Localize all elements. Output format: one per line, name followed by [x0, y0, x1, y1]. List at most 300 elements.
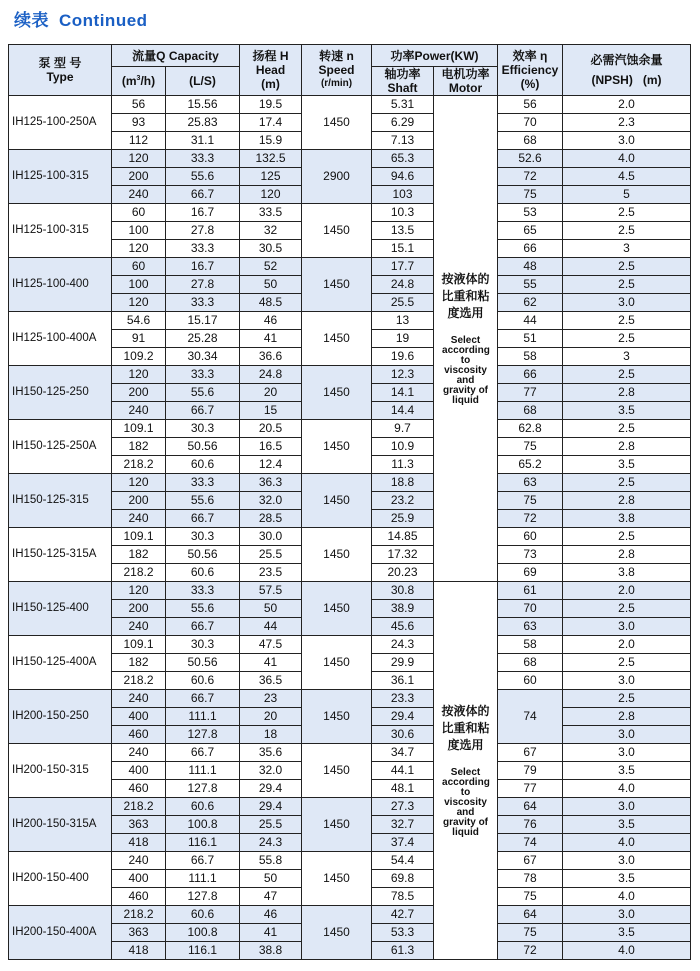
npsh-cell: 3.8: [563, 564, 691, 582]
header-head: 扬程 H Head (m): [240, 45, 302, 96]
shaft-power-cell: 9.7: [372, 420, 434, 438]
npsh-cell: 2.0: [563, 636, 691, 654]
shaft-power-cell: 20.23: [372, 564, 434, 582]
table-row: [9, 258, 691, 276]
shaft-power-cell: 78.5: [372, 888, 434, 906]
pump-type-cell: IH125-100-400: [9, 258, 112, 312]
capacity-ls-cell: 55.6: [166, 600, 240, 618]
capacity-m3h-cell: 200: [112, 168, 166, 186]
capacity-m3h-cell: 400: [112, 870, 166, 888]
capacity-ls-cell: 55.6: [166, 492, 240, 510]
capacity-m3h-cell: 240: [112, 744, 166, 762]
efficiency-cell: 62.8: [498, 420, 563, 438]
capacity-ls-cell: 66.7: [166, 744, 240, 762]
npsh-cell: 2.8: [563, 708, 691, 726]
head-cell: 38.8: [240, 942, 302, 960]
capacity-m3h-cell: 240: [112, 186, 166, 204]
efficiency-cell: 63: [498, 618, 563, 636]
motor-power-note: [434, 96, 498, 582]
capacity-m3h-cell: 120: [112, 240, 166, 258]
capacity-ls-cell: 50.56: [166, 654, 240, 672]
efficiency-cell: 58: [498, 636, 563, 654]
head-cell: 15.9: [240, 132, 302, 150]
capacity-ls-cell: 33.3: [166, 474, 240, 492]
shaft-power-cell: 13: [372, 312, 434, 330]
capacity-ls-cell: 15.56: [166, 96, 240, 114]
header-capacity: 流量Q Capacity: [112, 45, 240, 67]
efficiency-cell: 75: [498, 438, 563, 456]
head-cell: 52: [240, 258, 302, 276]
speed-cell: 1450: [302, 258, 372, 312]
capacity-ls-cell: 15.17: [166, 312, 240, 330]
npsh-cell: 2.5: [563, 330, 691, 348]
efficiency-cell: 75: [498, 492, 563, 510]
capacity-ls-cell: 30.3: [166, 528, 240, 546]
motor-note-en: Select according to viscosity and gravity of liquid: [442, 767, 490, 838]
table-row: [9, 744, 691, 762]
npsh-cell: 2.5: [563, 258, 691, 276]
capacity-ls-cell: 127.8: [166, 726, 240, 744]
efficiency-cell: 60: [498, 528, 563, 546]
capacity-m3h-cell: 120: [112, 366, 166, 384]
capacity-m3h-cell: 240: [112, 618, 166, 636]
speed-cell: 1450: [302, 636, 372, 690]
capacity-m3h-cell: 240: [112, 402, 166, 420]
npsh-cell: 3.0: [563, 618, 691, 636]
head-cell: 12.4: [240, 456, 302, 474]
capacity-m3h-cell: 200: [112, 600, 166, 618]
capacity-ls-cell: 33.3: [166, 240, 240, 258]
pump-type-cell: IH150-125-250A: [9, 420, 112, 474]
pump-type-cell: IH200-150-400: [9, 852, 112, 906]
page-title: [14, 6, 158, 31]
header-speed: 转速 n Speed (r/min): [302, 45, 372, 96]
capacity-ls-cell: 30.34: [166, 348, 240, 366]
capacity-m3h-cell: 109.1: [112, 420, 166, 438]
efficiency-cell: 69: [498, 564, 563, 582]
head-cell: 25.5: [240, 816, 302, 834]
capacity-ls-cell: 33.3: [166, 366, 240, 384]
head-cell: 33.5: [240, 204, 302, 222]
capacity-m3h-cell: 93: [112, 114, 166, 132]
motor-note-cn: 按液体的比重和粘度选用: [441, 272, 490, 320]
table-row: [9, 690, 691, 708]
header-capacity-ls: (L/S): [166, 67, 240, 96]
header-capacity-m3h: $(m^3/h)$: [112, 67, 166, 96]
capacity-ls-cell: 30.3: [166, 636, 240, 654]
table-row: [9, 312, 691, 330]
shaft-power-cell: 23.3: [372, 690, 434, 708]
capacity-m3h-cell: 109.1: [112, 528, 166, 546]
shaft-power-cell: 37.4: [372, 834, 434, 852]
capacity-ls-cell: 127.8: [166, 780, 240, 798]
npsh-cell: 2.5: [563, 600, 691, 618]
head-cell: 24.3: [240, 834, 302, 852]
capacity-m3h-cell: 182: [112, 546, 166, 564]
efficiency-cell: 51: [498, 330, 563, 348]
efficiency-cell: 53: [498, 204, 563, 222]
efficiency-cell: 66: [498, 366, 563, 384]
npsh-cell: 3.0: [563, 726, 691, 744]
npsh-cell: 4.0: [563, 942, 691, 960]
npsh-cell: 2.5: [563, 204, 691, 222]
shaft-power-cell: 69.8: [372, 870, 434, 888]
capacity-ls-cell: 116.1: [166, 834, 240, 852]
shaft-power-cell: 13.5: [372, 222, 434, 240]
motor-power-note: [434, 582, 498, 960]
capacity-m3h-cell: 218.2: [112, 672, 166, 690]
npsh-cell: 5: [563, 186, 691, 204]
capacity-ls-cell: 60.6: [166, 564, 240, 582]
npsh-cell: 2.5: [563, 654, 691, 672]
head-cell: 15: [240, 402, 302, 420]
head-cell: 41: [240, 924, 302, 942]
capacity-m3h-cell: 112: [112, 132, 166, 150]
shaft-power-cell: 53.3: [372, 924, 434, 942]
capacity-ls-cell: 111.1: [166, 762, 240, 780]
efficiency-cell: 68: [498, 132, 563, 150]
table-row: [9, 420, 691, 438]
efficiency-cell: 67: [498, 852, 563, 870]
capacity-m3h-cell: 218.2: [112, 564, 166, 582]
motor-note-en: Select according to viscosity and gravity of liquid: [442, 335, 490, 406]
efficiency-cell: 78: [498, 870, 563, 888]
efficiency-cell: 44: [498, 312, 563, 330]
head-cell: 125: [240, 168, 302, 186]
speed-cell: 1450: [302, 744, 372, 798]
header-power: 功率Power(KW): [372, 45, 498, 67]
npsh-cell: 3: [563, 348, 691, 366]
pump-type-cell: IH125-100-315: [9, 150, 112, 204]
shaft-power-cell: 14.1: [372, 384, 434, 402]
capacity-ls-cell: 16.7: [166, 204, 240, 222]
head-cell: 50: [240, 600, 302, 618]
efficiency-cell: 68: [498, 654, 563, 672]
header-shaft: 轴功率 Shaft: [372, 67, 434, 96]
head-cell: 32.0: [240, 492, 302, 510]
shaft-power-cell: 38.9: [372, 600, 434, 618]
head-cell: 36.3: [240, 474, 302, 492]
capacity-m3h-cell: 54.6: [112, 312, 166, 330]
shaft-power-cell: 10.9: [372, 438, 434, 456]
npsh-cell: 2.5: [563, 474, 691, 492]
head-cell: 132.5: [240, 150, 302, 168]
pump-type-cell: IH125-100-250A: [9, 96, 112, 150]
npsh-cell: 2.5: [563, 222, 691, 240]
efficiency-cell: 79: [498, 762, 563, 780]
capacity-m3h-cell: 91: [112, 330, 166, 348]
head-cell: 20: [240, 708, 302, 726]
npsh-cell: 4.0: [563, 888, 691, 906]
capacity-ls-cell: 27.8: [166, 276, 240, 294]
capacity-m3h-cell: 100: [112, 222, 166, 240]
speed-cell: 1450: [302, 420, 372, 474]
npsh-cell: 3.0: [563, 132, 691, 150]
npsh-cell: 4.0: [563, 834, 691, 852]
shaft-power-cell: 65.3: [372, 150, 434, 168]
motor-note-cn: 按液体的比重和粘度选用: [441, 704, 490, 752]
capacity-ls-cell: 55.6: [166, 168, 240, 186]
efficiency-cell: 72: [498, 510, 563, 528]
capacity-m3h-cell: 60: [112, 204, 166, 222]
capacity-m3h-cell: 400: [112, 708, 166, 726]
capacity-ls-cell: 16.7: [166, 258, 240, 276]
head-cell: 29.4: [240, 780, 302, 798]
npsh-cell: 2.0: [563, 96, 691, 114]
npsh-cell: 3.5: [563, 924, 691, 942]
table-body: [9, 96, 691, 960]
shaft-power-cell: 19: [372, 330, 434, 348]
capacity-m3h-cell: 240: [112, 690, 166, 708]
capacity-m3h-cell: 60: [112, 258, 166, 276]
table-row: [9, 798, 691, 816]
capacity-ls-cell: 27.8: [166, 222, 240, 240]
shaft-power-cell: 17.7: [372, 258, 434, 276]
head-cell: 41: [240, 654, 302, 672]
npsh-cell: 3.0: [563, 906, 691, 924]
capacity-ls-cell: 60.6: [166, 798, 240, 816]
shaft-power-cell: 36.1: [372, 672, 434, 690]
efficiency-cell: 72: [498, 942, 563, 960]
shaft-power-cell: 25.5: [372, 294, 434, 312]
head-cell: 50: [240, 276, 302, 294]
speed-cell: 2900: [302, 150, 372, 204]
capacity-ls-cell: 100.8: [166, 924, 240, 942]
capacity-m3h-cell: 120: [112, 294, 166, 312]
pump-type-cell: IH200-150-250: [9, 690, 112, 744]
efficiency-cell: 60: [498, 672, 563, 690]
title-en: Continued: [59, 11, 148, 30]
head-cell: 24.8: [240, 366, 302, 384]
head-cell: 57.5: [240, 582, 302, 600]
shaft-power-cell: 10.3: [372, 204, 434, 222]
npsh-cell: 2.5: [563, 276, 691, 294]
npsh-cell: 3.5: [563, 870, 691, 888]
capacity-ls-cell: 66.7: [166, 186, 240, 204]
capacity-m3h-cell: 240: [112, 510, 166, 528]
capacity-ls-cell: 25.83: [166, 114, 240, 132]
efficiency-cell: 52.6: [498, 150, 563, 168]
pump-type-cell: IH125-100-400A: [9, 312, 112, 366]
table-row: [9, 96, 691, 114]
head-cell: 23.5: [240, 564, 302, 582]
capacity-m3h-cell: 120: [112, 150, 166, 168]
capacity-m3h-cell: 460: [112, 888, 166, 906]
efficiency-cell: 64: [498, 906, 563, 924]
capacity-ls-cell: 66.7: [166, 690, 240, 708]
header-motor: 电机功率 Motor: [434, 67, 498, 96]
head-cell: 35.6: [240, 744, 302, 762]
capacity-m3h-cell: 109.2: [112, 348, 166, 366]
head-cell: 55.8: [240, 852, 302, 870]
efficiency-cell: 65.2: [498, 456, 563, 474]
head-cell: 36.6: [240, 348, 302, 366]
capacity-m3h-cell: 218.2: [112, 798, 166, 816]
efficiency-cell: 70: [498, 600, 563, 618]
capacity-ls-cell: 111.1: [166, 870, 240, 888]
head-cell: 25.5: [240, 546, 302, 564]
npsh-cell: 3.5: [563, 816, 691, 834]
capacity-m3h-cell: 182: [112, 438, 166, 456]
capacity-m3h-cell: 218.2: [112, 906, 166, 924]
capacity-m3h-cell: 120: [112, 582, 166, 600]
capacity-m3h-cell: 240: [112, 852, 166, 870]
npsh-cell: 3.8: [563, 510, 691, 528]
table-row: [9, 150, 691, 168]
capacity-m3h-cell: 418: [112, 942, 166, 960]
head-cell: 120: [240, 186, 302, 204]
shaft-power-cell: 94.6: [372, 168, 434, 186]
head-cell: 30.5: [240, 240, 302, 258]
head-cell: 18: [240, 726, 302, 744]
efficiency-cell: 72: [498, 168, 563, 186]
npsh-cell: 4.0: [563, 150, 691, 168]
head-cell: 41: [240, 330, 302, 348]
header-npsh: 必需汽蚀余量 (NPSH) (m): [563, 45, 691, 96]
npsh-cell: 4.0: [563, 780, 691, 798]
efficiency-cell: 75: [498, 186, 563, 204]
shaft-power-cell: 12.3: [372, 366, 434, 384]
capacity-ls-cell: 60.6: [166, 906, 240, 924]
capacity-ls-cell: 33.3: [166, 582, 240, 600]
speed-cell: 1450: [302, 204, 372, 258]
capacity-m3h-cell: 363: [112, 816, 166, 834]
capacity-m3h-cell: 460: [112, 726, 166, 744]
efficiency-cell: 68: [498, 402, 563, 420]
shaft-power-cell: 5.31: [372, 96, 434, 114]
table-row: [9, 852, 691, 870]
pump-type-cell: IH125-100-315: [9, 204, 112, 258]
speed-cell: 1450: [302, 96, 372, 150]
speed-cell: 1450: [302, 852, 372, 906]
header-type: 泵 型 号 Type: [9, 45, 112, 96]
capacity-ls-cell: 33.3: [166, 294, 240, 312]
efficiency-cell: 77: [498, 780, 563, 798]
table-header: [9, 45, 691, 96]
shaft-power-cell: 27.3: [372, 798, 434, 816]
capacity-ls-cell: 111.1: [166, 708, 240, 726]
shaft-power-cell: 7.13: [372, 132, 434, 150]
npsh-cell: 4.5: [563, 168, 691, 186]
capacity-ls-cell: 66.7: [166, 510, 240, 528]
shaft-power-cell: 44.1: [372, 762, 434, 780]
npsh-cell: 3.5: [563, 456, 691, 474]
speed-cell: 1450: [302, 582, 372, 636]
shaft-power-cell: 32.7: [372, 816, 434, 834]
npsh-cell: 3.0: [563, 744, 691, 762]
pump-type-cell: IH150-125-400: [9, 582, 112, 636]
head-cell: 20: [240, 384, 302, 402]
shaft-power-cell: 45.6: [372, 618, 434, 636]
shaft-power-cell: 30.8: [372, 582, 434, 600]
capacity-ls-cell: 66.7: [166, 852, 240, 870]
capacity-m3h-cell: 218.2: [112, 456, 166, 474]
pump-type-cell: IH150-125-400A: [9, 636, 112, 690]
head-cell: 46: [240, 312, 302, 330]
npsh-cell: 2.5: [563, 366, 691, 384]
shaft-power-cell: 24.8: [372, 276, 434, 294]
capacity-m3h-cell: 200: [112, 492, 166, 510]
shaft-power-cell: 34.7: [372, 744, 434, 762]
capacity-ls-cell: 66.7: [166, 618, 240, 636]
shaft-power-cell: 25.9: [372, 510, 434, 528]
capacity-ls-cell: 33.3: [166, 150, 240, 168]
npsh-cell: 2.0: [563, 582, 691, 600]
head-cell: 50: [240, 870, 302, 888]
capacity-ls-cell: 31.1: [166, 132, 240, 150]
speed-cell: 1450: [302, 798, 372, 852]
efficiency-cell: 62: [498, 294, 563, 312]
speed-cell: 1450: [302, 690, 372, 744]
head-cell: 16.5: [240, 438, 302, 456]
table-row: [9, 204, 691, 222]
npsh-cell: 2.5: [563, 528, 691, 546]
npsh-cell: 3.0: [563, 672, 691, 690]
capacity-ls-cell: 25.28: [166, 330, 240, 348]
capacity-ls-cell: 50.56: [166, 546, 240, 564]
shaft-power-cell: 14.4: [372, 402, 434, 420]
head-cell: 28.5: [240, 510, 302, 528]
npsh-cell: 2.5: [563, 690, 691, 708]
efficiency-cell: 66: [498, 240, 563, 258]
pump-type-cell: IH200-150-315A: [9, 798, 112, 852]
shaft-power-cell: 11.3: [372, 456, 434, 474]
head-cell: 23: [240, 690, 302, 708]
shaft-power-cell: 18.8: [372, 474, 434, 492]
head-cell: 36.5: [240, 672, 302, 690]
shaft-power-cell: 24.3: [372, 636, 434, 654]
table-row: [9, 636, 691, 654]
capacity-m3h-cell: 182: [112, 654, 166, 672]
capacity-ls-cell: 66.7: [166, 402, 240, 420]
title-cn: 续表: [14, 11, 49, 30]
table-row: [9, 474, 691, 492]
capacity-m3h-cell: 100: [112, 276, 166, 294]
capacity-ls-cell: 116.1: [166, 942, 240, 960]
shaft-power-cell: 42.7: [372, 906, 434, 924]
npsh-cell: 3.0: [563, 294, 691, 312]
head-cell: 29.4: [240, 798, 302, 816]
efficiency-cell: 74: [498, 690, 563, 744]
head-cell: 19.5: [240, 96, 302, 114]
efficiency-cell: 70: [498, 114, 563, 132]
efficiency-cell: 73: [498, 546, 563, 564]
speed-cell: 1450: [302, 906, 372, 960]
efficiency-cell: 56: [498, 96, 563, 114]
pump-type-cell: IH150-125-250: [9, 366, 112, 420]
capacity-m3h-cell: 460: [112, 780, 166, 798]
capacity-m3h-cell: 200: [112, 384, 166, 402]
capacity-ls-cell: 55.6: [166, 384, 240, 402]
npsh-cell: 2.8: [563, 492, 691, 510]
efficiency-cell: 61: [498, 582, 563, 600]
npsh-cell: 2.5: [563, 312, 691, 330]
shaft-power-cell: 15.1: [372, 240, 434, 258]
npsh-cell: 2.8: [563, 546, 691, 564]
shaft-power-cell: 6.29: [372, 114, 434, 132]
pump-type-cell: IH200-150-315: [9, 744, 112, 798]
npsh-cell: 2.8: [563, 438, 691, 456]
capacity-ls-cell: 60.6: [166, 456, 240, 474]
capacity-ls-cell: 30.3: [166, 420, 240, 438]
head-cell: 47.5: [240, 636, 302, 654]
header-efficiency: 效率 η Efficiency (%): [498, 45, 563, 96]
head-cell: 30.0: [240, 528, 302, 546]
efficiency-cell: 65: [498, 222, 563, 240]
capacity-ls-cell: 60.6: [166, 672, 240, 690]
speed-cell: 1450: [302, 366, 372, 420]
shaft-power-cell: 103: [372, 186, 434, 204]
